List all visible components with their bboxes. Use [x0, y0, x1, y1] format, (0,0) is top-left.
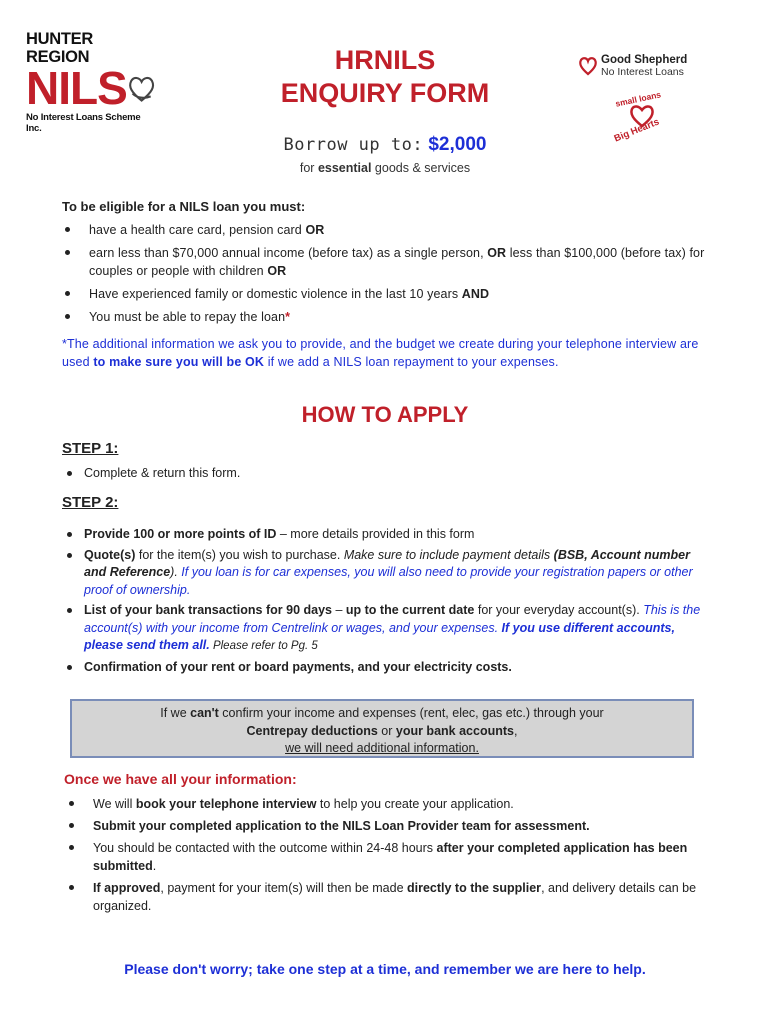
list-item: [62, 285, 712, 303]
step-1-list: [62, 465, 712, 486]
bullet-icon: [69, 845, 74, 850]
eligibility-note: [62, 335, 722, 371]
eligibility-item-bold: OR: [305, 223, 325, 237]
step-2-item-text: for your everyday account(s).: [474, 603, 640, 617]
step-2-item-bold: Provide 100 or more points of ID: [84, 527, 277, 541]
bullet-icon: [65, 314, 70, 319]
big-hearts-text: Big Hearts: [612, 116, 661, 145]
note-text: *The additional information we ask you to provide, and the budget we create during your telephone interview are used: [62, 337, 699, 369]
once-item-text-end: to help you create your application.: [316, 797, 514, 811]
list-item: [62, 526, 712, 544]
once-item-text: We will: [93, 797, 136, 811]
once-item-text-end: .: [152, 859, 157, 873]
once-item-bold: after your completed application has been submitted: [93, 841, 688, 873]
once-item-bold: If approved: [93, 881, 161, 895]
once-item-bold: book your telephone interview: [135, 797, 317, 811]
eligibility-item-text: earn less than $70,000 annual income (before tax) as a single person,: [89, 246, 488, 260]
borrow-amount: $2,000: [428, 134, 487, 155]
step-2-item-bold: Quote(s): [84, 547, 136, 562]
list-item: [64, 879, 714, 915]
good-shepherd-subtitle: No Interest Loans: [601, 66, 684, 78]
bullet-icon: [67, 553, 72, 558]
how-to-apply-heading: HOW TO APPLY: [301, 402, 469, 427]
note-bold: to make sure you will be OK: [93, 355, 265, 369]
list-item: [62, 221, 712, 239]
step-2-item-bold: up to the current date: [345, 603, 475, 617]
logo-text-nils: NILS: [26, 62, 127, 114]
callout-bold: your bank accounts: [395, 723, 514, 738]
list-item: [64, 795, 714, 813]
step-2-item-italic-end: ).: [170, 565, 178, 579]
step-2-item-text: for the item(s) you wish to purchase.: [135, 547, 344, 562]
bullet-icon: [69, 885, 74, 890]
bullet-icon: [65, 227, 70, 232]
callout-text: [72, 705, 692, 740]
callout-part: or: [377, 723, 396, 738]
list-item: [62, 244, 712, 280]
step-2-item-text: – more details provided in this form: [276, 527, 475, 541]
step-2-item-italic: Make sure to include payment details: [343, 547, 554, 562]
logo-text-hunter-region: HUNTER REGION: [26, 30, 93, 66]
eligibility-list: [62, 221, 712, 331]
asterisk-mark: *: [285, 310, 291, 324]
once-item-text: , payment for your item(s) will then be made: [160, 881, 407, 895]
essential-bold: essential: [317, 161, 372, 175]
eligibility-item-text: have a health care card, pension card: [89, 223, 306, 237]
heart-outline-icon: [578, 55, 598, 77]
borrow-label: Borrow up to:: [283, 135, 424, 155]
borrow-amount-line: [220, 134, 550, 156]
eligibility-item-text: less than $100,000 (before tax) for couples or people with children: [89, 246, 705, 278]
list-item: [62, 465, 712, 483]
eligibility-item-bold: OR: [487, 246, 507, 260]
bullet-icon: [69, 801, 74, 806]
once-item-text-end: , and delivery details can be organized.: [93, 881, 697, 913]
good-shepherd-logo: [578, 50, 698, 82]
list-item: [62, 547, 712, 600]
once-item-bold: Submit your completed application to the NILS Loan Provider team for assessment.: [93, 819, 590, 833]
note-text-end: if we add a NILS loan repayment to your expenses.: [264, 355, 559, 369]
step-2-item-bold: List of your bank transactions for 90 days: [84, 603, 332, 617]
additional-info-callout: [70, 699, 694, 758]
logo-text-tagline: No Interest Loans Scheme Inc.: [26, 112, 141, 134]
step-2-item-bold-italic: (BSB, Account number and Reference: [84, 547, 691, 579]
callout-bold: Centrepay deductions: [246, 723, 378, 738]
once-item-bold: directly to the supplier: [407, 881, 542, 895]
eligibility-heading: To be eligible for a NILS loan you must:: [62, 199, 306, 214]
title-line-2: ENQUIRY FORM: [280, 78, 490, 108]
callout-last-line: we will need additional information.: [285, 741, 479, 755]
footer-reassurance: Please don't worry; take one step at a time, and remember we are here to help.: [124, 961, 646, 977]
page-title: [220, 44, 550, 110]
once-info-list: [64, 795, 714, 919]
step-2-list: [62, 526, 712, 679]
eligibility-item-bold: AND: [461, 287, 490, 301]
step-2-item-dash: –: [331, 603, 346, 617]
bullet-icon: [67, 471, 72, 476]
step-2-item-blue: If you loan is for car expenses, you will also need to provide your registration papers or other proof of ownership.: [84, 565, 693, 597]
list-item: [64, 839, 714, 875]
bullet-icon: [67, 532, 72, 537]
step-2-item-bold: Confirmation of your rent or board payments, and your electricity costs.: [84, 659, 512, 674]
hunter-region-nils-logo: [26, 30, 156, 134]
eligibility-item-bold: OR: [267, 264, 287, 278]
step-1-heading: STEP 1:: [62, 440, 119, 457]
callout-part: ,: [513, 723, 518, 738]
step-2-item-refer: Please refer to Pg. 5: [209, 640, 318, 652]
small-loans-text: small loans: [614, 89, 662, 109]
bullet-icon: [67, 608, 72, 613]
bullet-icon: [67, 665, 72, 670]
list-item: [62, 308, 712, 326]
step-2-item-blue-bold: If you use different accounts, please send them all.: [84, 620, 675, 652]
step-2-heading: STEP 2:: [62, 494, 119, 511]
bullet-icon: [65, 250, 70, 255]
list-item: [64, 817, 714, 835]
list-item: [62, 659, 712, 677]
once-item-text: You should be contacted with the outcome within 24-48 hours: [93, 841, 437, 855]
essential-post: goods & services: [371, 161, 471, 175]
good-shepherd-name: Good Shepherd: [601, 54, 688, 66]
list-item: [62, 602, 712, 656]
eligibility-item-text: You must be able to repay the loan: [89, 310, 286, 324]
bullet-icon: [69, 823, 74, 828]
title-line-1: HRNILS: [334, 45, 436, 75]
essential-pre: for: [299, 161, 318, 175]
small-loans-big-hearts-logo: [607, 89, 677, 145]
heart-hand-icon: [127, 66, 156, 110]
bullet-icon: [65, 291, 70, 296]
callout-bold: can't: [190, 706, 219, 720]
callout-part: If we: [160, 706, 191, 720]
step-2-item-blue: This is the account(s) with your income from Centrelink or wages, and your expenses.: [84, 603, 701, 635]
callout-part: confirm your income and expenses (rent, elec, gas etc.) through your: [218, 706, 604, 720]
once-info-heading: Once we have all your information:: [64, 771, 297, 787]
essential-goods-line: [220, 161, 550, 175]
eligibility-item-text: Have experienced family or domestic violence in the last 10 years: [89, 287, 462, 301]
step-1-item-text: Complete & return this form.: [84, 466, 241, 480]
